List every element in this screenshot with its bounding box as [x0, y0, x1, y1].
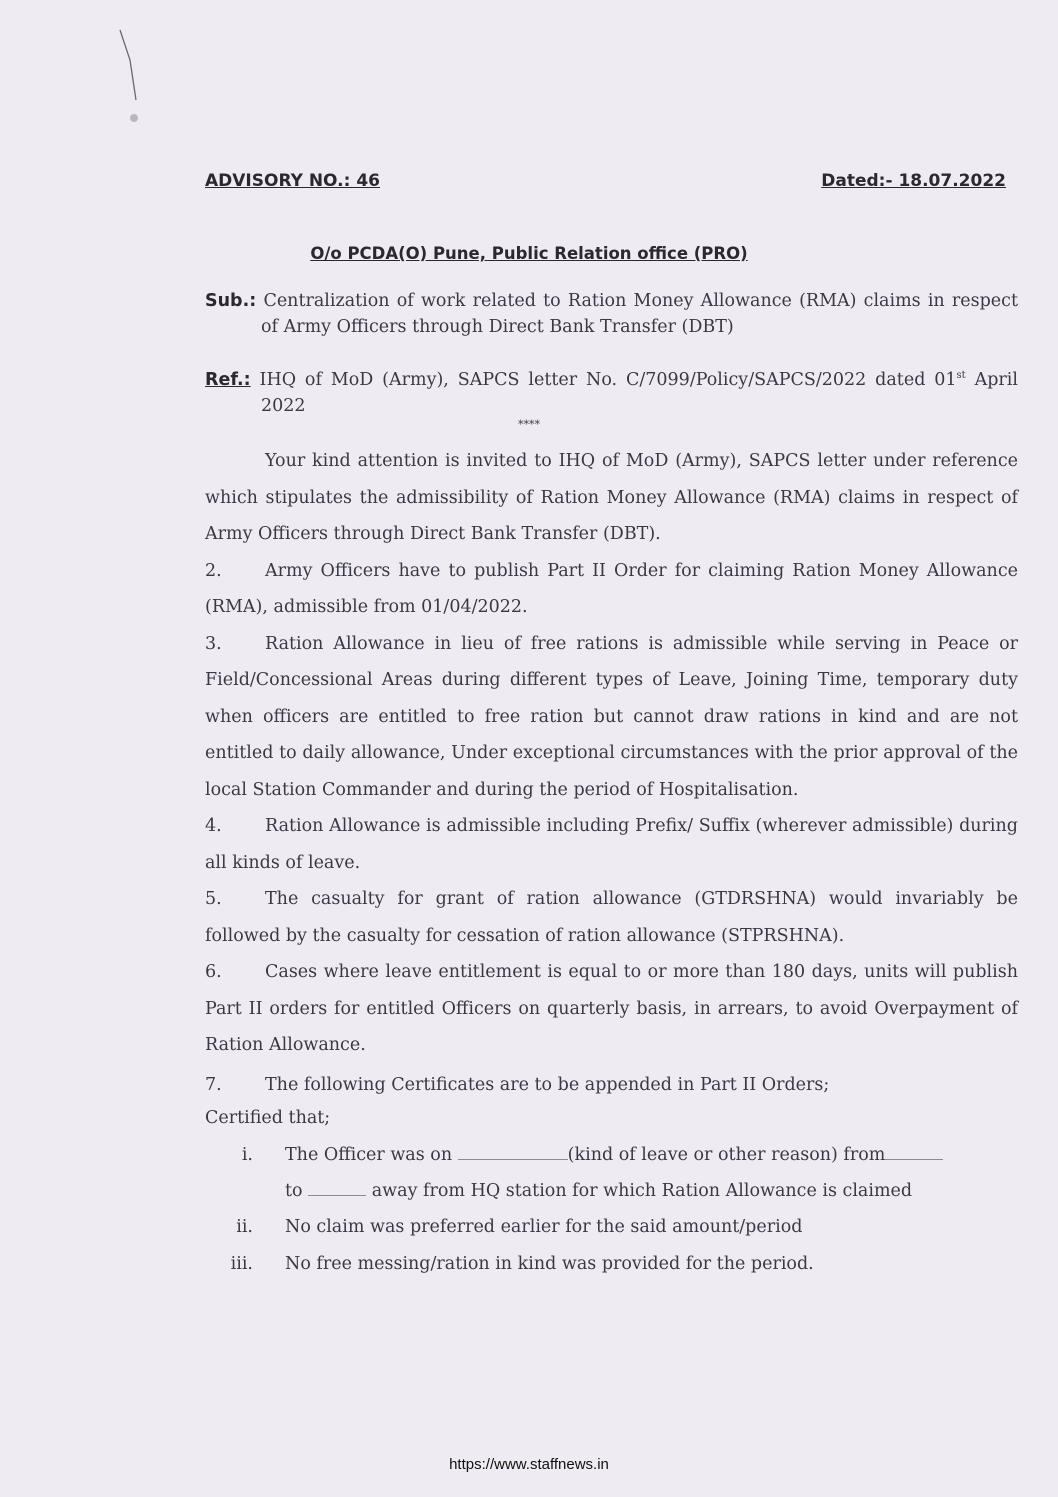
certificate-text: The Officer was on: [285, 1145, 453, 1165]
subject-text: Centralization of work related to Ration Money Allowance (RMA) claims in respect of Army Officers through Direct Bank Transfer (DBT): [261, 291, 1018, 337]
certificate-number: iii.: [230, 1253, 253, 1274]
separator: ****: [518, 418, 540, 431]
subject-label: Sub.:: [205, 291, 257, 311]
paragraph-4: [205, 808, 1018, 881]
paragraph-number: 5.: [205, 889, 222, 909]
certificate-text: No claim was preferred earlier for the said amount/period: [285, 1217, 803, 1237]
certificate-text: No free messing/ration in kind was provided for the period.: [285, 1253, 814, 1274]
office-heading: O/o PCDA(O) Pune, Public Relation office (PRO): [310, 244, 748, 263]
advisory-number: ADVISORY NO.: 46: [205, 171, 380, 191]
paragraph-text: Ration Allowance is admissible including Prefix/ Suffix (wherever admissible) during all kinds of leave.: [205, 816, 1018, 873]
certificate-text: away from HQ station for which Ration Allowance is claimed: [371, 1181, 913, 1201]
paragraph-2: [205, 553, 1018, 626]
paragraph-number: 7.: [205, 1074, 222, 1095]
subject: [205, 288, 1018, 340]
leave-kind-blank: [458, 1145, 568, 1160]
certified-label: Certified that;: [205, 1108, 331, 1128]
certificate-text: (kind of leave or other reason) from: [567, 1145, 886, 1165]
paragraph-number: 2.: [205, 560, 222, 581]
certificate-text: to: [285, 1181, 303, 1201]
reference-text: IHQ of MoD (Army), SAPCS letter No. C/7099/Policy/SAPCS/2022 dated 01: [259, 369, 957, 390]
paragraph-text: Ration Allowance in lieu of free rations is admissible while serving in Peace or Field/Concessional Areas during different types of Leave, Joining Time, temporary duty when officers are entitled to free ration but cannot draw rations in kind and are not entitled to daily allowance, Under exceptional circumstances with the prior approval of the local Station Commander and during the period of Hospitalisation.: [205, 633, 1018, 800]
certificate-number: ii.: [236, 1217, 253, 1237]
reference: [205, 363, 1018, 419]
paragraph-text: Army Officers have to publish Part II Order for claiming Ration Money Allowance (RMA), admissible from 01/04/2022.: [205, 560, 1018, 617]
paragraph-number: 6.: [205, 962, 222, 982]
from-date-blank: [885, 1145, 943, 1160]
certificate-i: [205, 1137, 1018, 1209]
paragraph-number: 4.: [205, 816, 222, 836]
footer-url[interactable]: https://www.staffnews.in: [449, 1456, 609, 1473]
paragraph-text: The casualty for grant of ration allowance (GTDRSHNA) would invariably be followed by the casualty for cessation of ration allowance (STPRSHNA).: [205, 889, 1018, 946]
advisory-date: Dated:- 18.07.2022: [821, 171, 1006, 191]
certificate-number: i.: [241, 1145, 253, 1165]
reference-label: Ref.:: [205, 369, 251, 390]
to-date-blank: [308, 1181, 366, 1196]
paragraph-text: The following Certificates are to be appended in Part II Orders;: [265, 1074, 830, 1095]
paragraph-7: [205, 1067, 1018, 1104]
paragraph-text: Cases where leave entitlement is equal to or more than 180 days, units will publish Part II orders for entitled Officers on quarterly basis, in arrears, to avoid Overpayment of Ration Allowance.: [205, 962, 1018, 1055]
paragraph-1: Your kind attention is invited to IHQ of MoD (Army), SAPCS letter under reference which stipulates the admissibility of Ration Money Allowance (RMA) claims in respect of Army Officers through Direct Bank Transfer (DBT).: [205, 451, 1018, 544]
reference-text-end: April 2022: [261, 369, 1018, 416]
paragraph-3: [205, 626, 1018, 809]
certificate-ii: [205, 1209, 1018, 1246]
body: [205, 443, 1018, 1282]
certificate-iii: [205, 1246, 1018, 1283]
reference-sup: st: [956, 370, 966, 381]
pen-mark: [112, 20, 152, 130]
paragraph-number: 3.: [205, 633, 222, 654]
paragraph-6: [205, 954, 1018, 1064]
paragraph-5: [205, 881, 1018, 954]
